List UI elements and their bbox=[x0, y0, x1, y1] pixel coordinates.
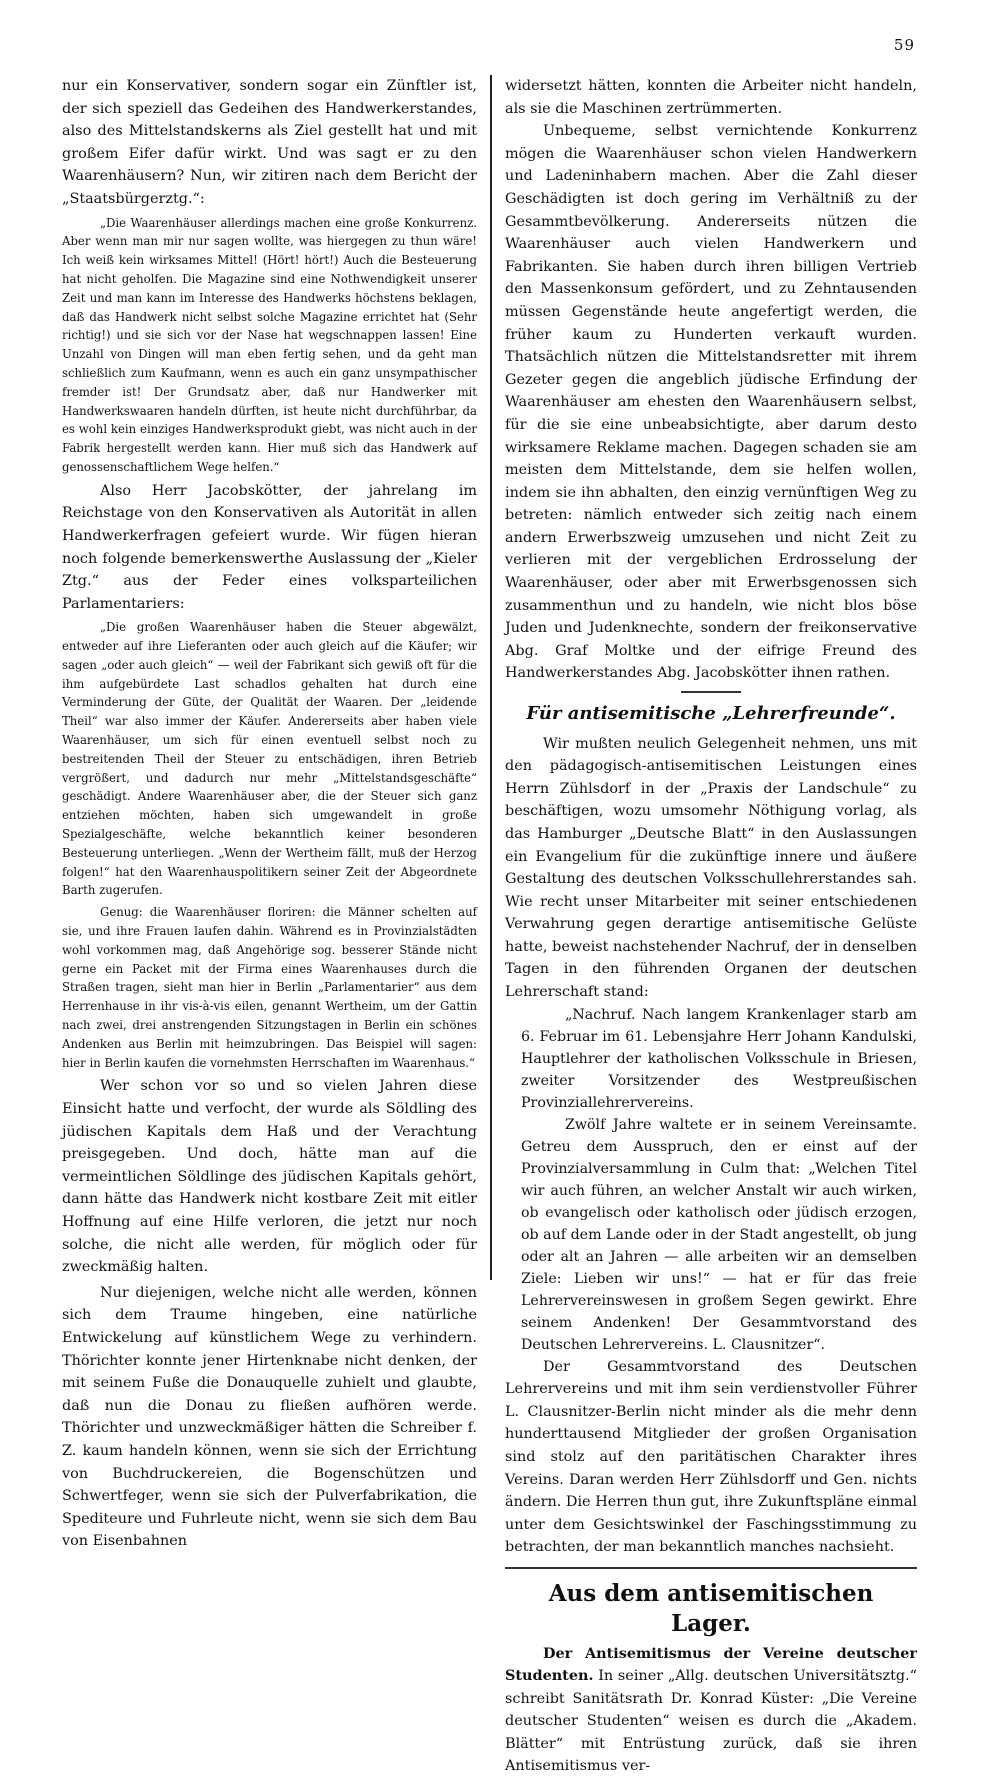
paragraph: Wer schon vor so und so vielen Jahren diese Einsicht hatte und verfocht, der wurde als Söldling des jüdischen Kapitals dem Haß und der Verachtung preisgegeben. Und doch, hätte man auf die vermeintlichen Söldlinge des jüdischen Kapitals gehört, dann hätte das Handwerk nicht kostbare Zeit mit eitler Hoffnung auf eine Hilfe verloren, die jetzt nur noch solche, die nicht alle werden, für möglich oder für zweckmäßig halten. bbox=[62, 1075, 477, 1278]
column-divider bbox=[490, 75, 492, 1280]
paragraph: Also Herr Jacobskötter, der jahrelang im Reichstage von den Konservativen als Autorität in allen Handwerkerfragen gefeiert wurde. Wir fügen hieran noch folgende bemerkenswerthe Auslassung der „Kieler Ztg.“ aus der Feder eines volksparteilichen Parlamentariers: bbox=[62, 480, 477, 616]
paragraph: nur ein Konservativer, sondern sogar ein Zünftler ist, der sich speziell das Gedeihen des Handwerkerstandes, also des Mittelstandskerns als Ziel gestellt hat und mit großem Eifer dafür wirkt. Und was sagt er zu den Waarenhäusern? Nun, wir zitiren nach dem Bericht der „Staatsbürgerztg.“: bbox=[62, 75, 477, 211]
block-quote: „Die großen Waarenhäuser haben die Steuer abgewälzt, entweder auf ihre Lieferanten oder auch gleich auf die Käufer; wir sagen „oder auch gleich“ — weil der Fabrikant sich gewiß oft für die ihm aufgebürdete Last schadlos gehalten hat durch eine Verminderung der Güte, der Qualität der Waaren. Der „leidende Theil“ war also immer der Käufer. Andererseits aber haben viele Waarenhäuser, um sich für einen eventuell selbst noch zu bestreitenden Theil der Steuer zu entschädigen, ihren Betrieb vergrößert, und dadurch nur mehr „Mittelstandsgeschäfte“ geschädigt. Andere Waarenhäuser aber, die der Steuer sich ganz entziehen möchten, haben sich umgewandelt in große Spezialgeschäfte, welche bekanntlich keiner besonderen Besteuerung unterliegen. „Wenn der Wertheim fällt, muß der Herzog folgen!“ hat den Waarenhauspolitikern seiner Zeit der Abgeordnete Barth zugerufen. bbox=[62, 618, 477, 900]
paragraph: Der Gesammtvorstand des Deutschen Lehrervereins und mit ihm sein verdienstvoller Führer L. Clausnitzer-Berlin nicht minder als die mehr denn hunderttausend Mitglieder der großen Organisation sind stolz auf den paritätischen Charakter ihres Vereins. Daran werden Herr Zühlsdorff und Gen. nichts ändern. Die Herren thun gut, ihre Zukunftspläne einmal unter dem Gesichtswinkel der Faschingsstimmung zu betrachten, der man bekanntlich manches nachsieht. bbox=[505, 1356, 917, 1559]
paragraph: Unbequeme, selbst vernichtende Konkurrenz mögen die Waarenhäuser schon vielen Handwerkern und Ladeninhabern machen. Aber die Zahl dieser Geschädigten ist doch gering im Verhältniß zu der Gesammtbevölkerung. Andererseits nützen die Waarenhäuser auch vielen Handwerkern und Fabrikanten. Sie haben durch ihren billigen Vertrieb den Massenkonsum gefördert, und zu Zehntausenden müssen Gegenstände heute angefertigt werden, die früher kaum zu Hunderten verkauft wurden. Thatsächlich nützen die Mittelstandsretter mit ihrem Gezeter gegen die angeblich jüdische Erfindung der Waarenhäuser am ehesten den Waarenhäusern selbst, für die sie eine unbeabsichtigte, aber darum desto wirksamere Reklame machen. Dagegen schaden sie am meisten dem Mittelstande, dem sie helfen wollen, indem sie ihn abhalten, den einzig vernünftigen Weg zu betreten: nämlich entweder sich zeitig nach einem andern Erwerbszweig umzusehen und nicht Zeit zu verlieren mit der vergeblichen Erdrosselung der Waarenhäuser, oder aber mit Erwerbsgenossen sich zusammenthun und zu handeln, wie nicht blos böse Juden und Judenknechte, sondern der freikonservative Abg. Graf Moltke und der eifrige Freund des Handwerkerstandes Abg. Jacobskötter ihnen rathen. bbox=[505, 120, 917, 685]
paragraph: Nur diejenigen, welche nicht alle werden, können sich dem Traume hingeben, eine natürliche Entwickelung auf künstlichem Wege zu verhindern. Thörichter konnte jener Hirtenknabe nicht denken, der mit seinem Fuße die Donauquelle zuhielt und glaubte, daß nun die Donau zu fließen aufhören werde. Thörichter und unzweckmäßiger hätten die Schreiber f. Z. kaum handeln können, wenn sie sich der Errichtung von Buchdruckereien, die Bogenschützen und Schwertfeger, wenn sie sich der Pulverfabrikation, die Spediteure und Fuhrleute nicht, wenn sie sich dem Bau von Eisenbahnen bbox=[62, 1282, 477, 1553]
block-quote: „Die Waarenhäuser allerdings machen eine große Konkurrenz. Aber wenn man mir nur sagen wollte, was hiergegen zu thun wäre! Ich weiß kein wirksames Mittel! (Hört! hört!) Auch die Besteuerung hat nicht geholfen. Die Magazine sind eine Nothwendigkeit unserer Zeit und man kann im Interesse des Handwerks höchstens beklagen, daß das Handwerk nicht selbst solche Magazine errichtet hat (Sehr richtig!) und sie sich vor der Nase hat wegschnappen lassen! Eine Unzahl von Dingen will man eben fertig sehen, und da geht man schließlich zum Kaufmann, wenn es auch ein ganz unsympathischer fremder ist! Der Grundsatz aber, daß nur Handwerker mit Handwerkswaaren handeln dürften, ist heute nicht durchführbar, da es wohl kein einziges Handwerksprodukt giebt, was nicht auch in der Fabrik hergestellt werden kann. Hier muß sich das Handwerk auf genossenschaftlichem Wege helfen.“ bbox=[62, 214, 477, 477]
paragraph bbox=[505, 1643, 917, 1778]
section-heading: Für antisemitische „Lehrerfreunde“. bbox=[505, 701, 917, 727]
block-quote: Genug: die Waarenhäuser floriren: die Männer schelten auf sie, und ihre Frauen laufen dahin. Während es in Provinzialstädten wohl vorkommen mag, daß Angehörige sog. besserer Stände nicht gerne ein Packet mit der Firma eines Waarenhauses durch die Straßen tragen, sieht man hier in Berlin „Parlamentarier“ aus dem Herrenhause in ihr vis-à-vis eilen, genannt Wertheim, um der Gattin nach zwei, drei anstrengenden Sitzungstagen in Berlin ein schönes Andenken aus Berlin mit heimzubringen. Das Beispiel will sagen: hier in Berlin kaufen die vornehmsten Herrschaften im Waarenhaus.“ bbox=[62, 903, 477, 1072]
left-column bbox=[62, 75, 477, 1553]
paragraph-text: In seiner „Allg. deutschen Universitätsztg.“ schreibt Sanitätsrath Dr. Konrad Küster: „Die Vereine deutscher Studenten“ weisen es durch die „Akadem. Blätter“ mit Entrüstung zurück, daß sie ihren Antisemitismus ver- bbox=[505, 1668, 917, 1774]
page-number: 59 bbox=[894, 36, 915, 54]
right-column bbox=[505, 75, 917, 1778]
article-subhead: Der Antisemitismus der Vereine deutscher Studenten. bbox=[505, 1645, 917, 1685]
obituary-quote: Zwölf Jahre waltete er in seinem Vereinsamte. Getreu dem Ausspruch, den er einst auf der Provinzialversammlung in Culm that: „Welchen Titel wir auch führen, an welcher Anstalt wir auch wirken, ob evangelisch oder katholisch oder jüdisch erzogen, ob auf dem Lande oder in der Stadt angestellt, ob jung oder alt an Jahren — alle arbeiten wir an demselben Ziele: Lieben wir uns!“ — hat er für das freie Lehrervereinswesen in großem Segen gewirkt. Ehre seinem Andenken! Der Gesammtvorstand des Deutschen Lehrervereins. L. Clausnitzer“. bbox=[505, 1114, 917, 1356]
paragraph: Wir mußten neulich Gelegenheit nehmen, uns mit den pädagogisch-antisemitischen Leistungen eines Herrn Zühlsdorf in der „Praxis der Landschule“ zu beschäftigen, wozu umsomehr Nöthigung vorlag, als das Hamburger „Deutsche Blatt“ in den Auslassungen ein Evangelium für die zukünftige innere und äußere Gestaltung des deutschen Volksschullehrerstandes sah. Wie recht unser Mitarbeiter mit seiner entschiedenen Verwahrung gegen derartige antisemitische Gelüste hatte, beweist nachstehender Nachruf, der in denselben Tagen in den führenden Organen der deutschen Lehrerschaft stand: bbox=[505, 733, 917, 1004]
obituary-quote: „Nachruf. Nach langem Krankenlager starb am 6. Februar im 61. Lebensjahre Herr Johann Kandulski, Hauptlehrer der katholischen Volksschule in Briesen, zweiter Vorsitzender des Westpreußischen Provinziallehrervereins. bbox=[505, 1004, 917, 1114]
short-divider bbox=[681, 691, 741, 693]
section-divider bbox=[505, 1567, 917, 1569]
section-heading-large: Aus dem antisemitischen Lager. bbox=[505, 1579, 917, 1639]
paragraph: widersetzt hätten, konnten die Arbeiter nicht handeln, als sie die Maschinen zertrümmerten. bbox=[505, 75, 917, 120]
